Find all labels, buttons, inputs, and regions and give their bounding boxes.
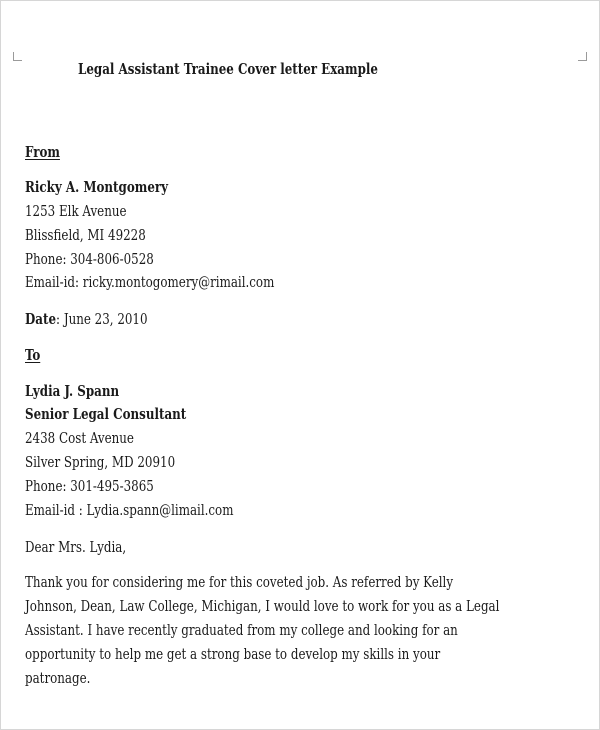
document-title: Legal Assistant Trainee Cover letter Example (78, 60, 378, 78)
salutation: Dear Mrs. Lydia, (25, 538, 127, 556)
date-value: : June 23, 2010 (56, 310, 148, 328)
recipient-name: Lydia J. Spann (25, 382, 120, 400)
from-heading: From (25, 143, 60, 161)
body-line: opportunity to help me get a strong base to develop my skills in your (25, 645, 441, 663)
body-line: Assistant. I have recently graduated from my college and looking for an (25, 621, 458, 639)
body-line: Johnson, Dean, Law College, Michigan, I would love to work for you as a Legal (25, 597, 500, 615)
sender-city: Blissfield, MI 49228 (25, 226, 146, 244)
sender-phone: Phone: 304-806-0528 (25, 250, 154, 268)
recipient-email: Email-id : Lydia.spann@limail.com (25, 501, 234, 519)
recipient-street: 2438 Cost Avenue (25, 429, 134, 447)
sender-email: Email-id: ricky.montogomery@rimail.com (25, 273, 275, 291)
date-line (25, 309, 148, 329)
to-heading: To (25, 346, 41, 364)
body-line: patronage. (25, 669, 91, 687)
sender-street: 1253 Elk Avenue (25, 202, 127, 220)
margin-marker-left (13, 52, 22, 61)
recipient-city: Silver Spring, MD 20910 (25, 453, 176, 471)
recipient-position: Senior Legal Consultant (25, 405, 187, 423)
recipient-phone: Phone: 301-495-3865 (25, 477, 154, 495)
body-line: Thank you for considering me for this coveted job. As referred by Kelly (25, 573, 454, 591)
margin-marker-right (578, 52, 587, 61)
sender-name: Ricky A. Montgomery (25, 178, 169, 196)
date-label: Date (25, 310, 57, 328)
